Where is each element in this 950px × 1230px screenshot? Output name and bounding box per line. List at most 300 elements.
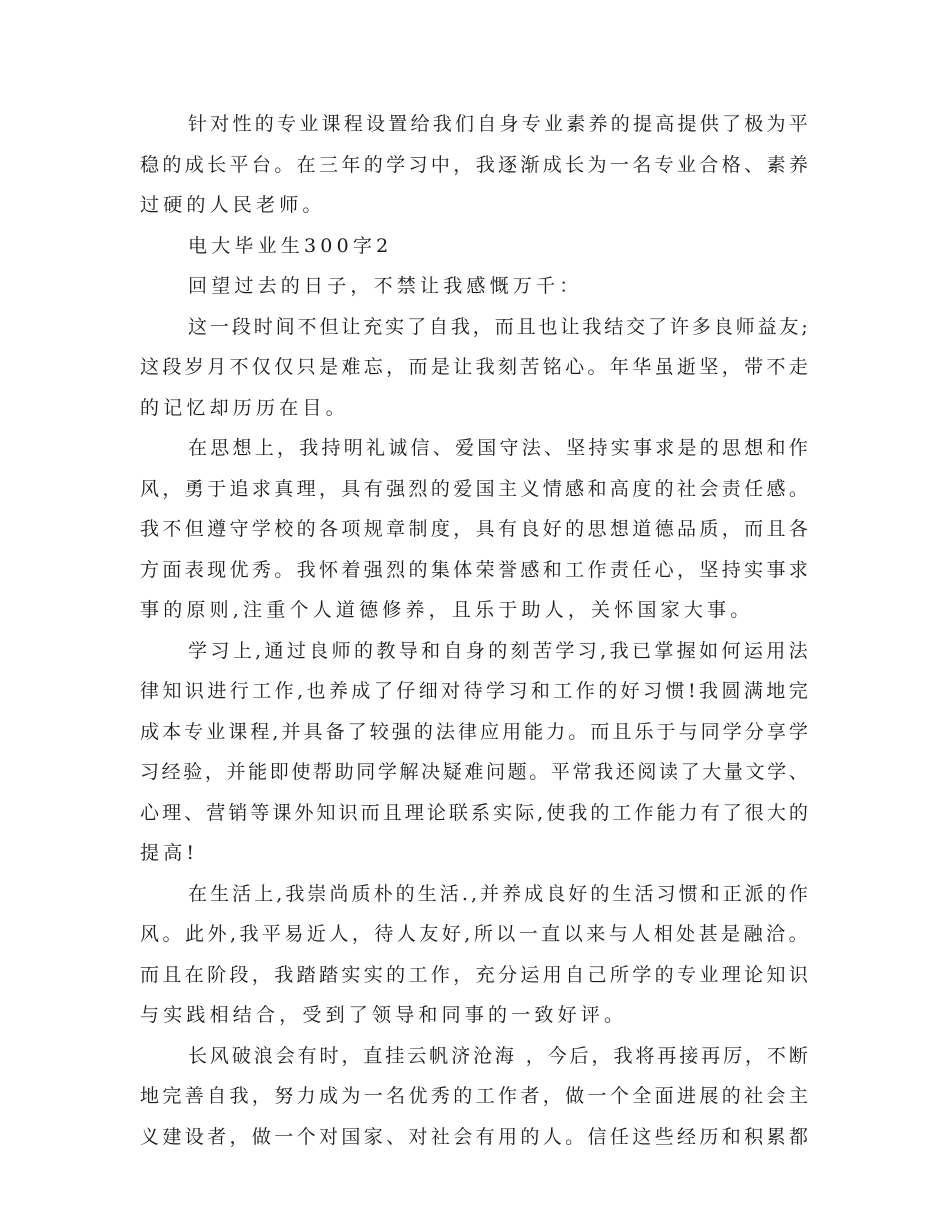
glyph: 也 bbox=[538, 315, 558, 338]
glyph: 许 bbox=[669, 315, 689, 338]
glyph: 。 bbox=[587, 356, 607, 378]
glyph: 而 bbox=[494, 315, 514, 338]
glyph: 厉 bbox=[723, 1044, 743, 1067]
glyph: 思 bbox=[722, 437, 742, 459]
glyph: 业 bbox=[299, 113, 319, 135]
glyph: 渐 bbox=[520, 153, 540, 176]
glyph: 国 bbox=[341, 1125, 361, 1148]
glyph: 自 bbox=[443, 639, 463, 662]
text-line bbox=[140, 1117, 808, 1158]
glyph: 细 bbox=[418, 680, 438, 702]
glyph: 的 bbox=[565, 518, 585, 540]
glyph: 台 bbox=[251, 153, 271, 176]
glyph: 于 bbox=[656, 720, 676, 743]
glyph: , bbox=[229, 923, 236, 945]
glyph: 会 bbox=[766, 1085, 786, 1107]
glyph: 铭 bbox=[542, 356, 562, 378]
glyph: 上 bbox=[254, 437, 274, 459]
glyph: 持 bbox=[721, 558, 741, 581]
glyph: 带 bbox=[744, 356, 764, 378]
glyph: 以 bbox=[496, 923, 516, 945]
glyph: 会 bbox=[275, 1044, 295, 1067]
glyph: 、 bbox=[184, 801, 204, 824]
glyph: 正 bbox=[722, 882, 742, 905]
glyph: 度 bbox=[632, 477, 652, 500]
line-text: 与实践相结合，受到了领导和同事的一致好评。 bbox=[140, 1004, 628, 1026]
glyph: ， bbox=[745, 1044, 765, 1067]
glyph: 作 bbox=[788, 882, 808, 905]
glyph: 教 bbox=[376, 639, 396, 662]
glyph: 近 bbox=[306, 923, 326, 945]
glyph: 如 bbox=[699, 639, 719, 662]
glyph: ， bbox=[525, 1044, 545, 1067]
glyph: 走 bbox=[788, 356, 808, 378]
text-line bbox=[140, 833, 808, 874]
glyph: 充 bbox=[475, 963, 495, 986]
glyph: 知 bbox=[766, 963, 786, 986]
glyph: 此 bbox=[184, 923, 204, 945]
glyph: 的 bbox=[430, 477, 450, 500]
glyph: 识 bbox=[788, 963, 808, 986]
glyph: 品 bbox=[677, 518, 697, 540]
glyph: 表 bbox=[184, 558, 204, 581]
glyph: 好 bbox=[620, 680, 640, 702]
text-line bbox=[140, 550, 808, 591]
glyph: 对 bbox=[319, 1125, 339, 1148]
glyph: ， bbox=[453, 518, 473, 540]
glyph: 苦 bbox=[533, 639, 553, 662]
glyph: 了 bbox=[722, 801, 742, 824]
glyph: 素 bbox=[566, 113, 586, 135]
glyph: 进 bbox=[207, 680, 227, 702]
glyph: 导 bbox=[398, 639, 418, 662]
glyph: , bbox=[276, 882, 283, 905]
text-line bbox=[140, 752, 808, 793]
glyph: 感 bbox=[766, 477, 786, 500]
glyph: 学 bbox=[486, 680, 506, 702]
glyph: 章 bbox=[386, 518, 406, 540]
glyph: 读 bbox=[659, 761, 679, 783]
glyph: 习 bbox=[643, 680, 663, 702]
glyph: 展 bbox=[699, 1085, 719, 1107]
glyph: 养 bbox=[788, 153, 808, 176]
glyph: 质 bbox=[699, 518, 719, 540]
glyph: 和 bbox=[530, 680, 550, 702]
glyph: 秀 bbox=[251, 558, 271, 581]
glyph: 上 bbox=[232, 639, 252, 662]
glyph: 针 bbox=[188, 113, 208, 135]
glyph: 善 bbox=[184, 1085, 204, 1107]
glyph: 掌 bbox=[654, 639, 674, 662]
glyph: 生 bbox=[612, 882, 632, 905]
glyph: 信 bbox=[410, 437, 430, 459]
glyph: 已 bbox=[631, 639, 651, 662]
glyph: 让 bbox=[560, 315, 580, 338]
glyph: 坚 bbox=[699, 356, 719, 378]
glyph: 来 bbox=[586, 923, 606, 945]
glyph: , bbox=[255, 639, 262, 662]
glyph: 不 bbox=[766, 356, 786, 378]
glyph: 和 bbox=[542, 558, 562, 581]
glyph: 实 bbox=[385, 315, 405, 338]
text-line bbox=[140, 671, 808, 712]
glyph: 的 bbox=[413, 720, 433, 743]
glyph: 成 bbox=[524, 882, 544, 905]
glyph: 后 bbox=[569, 1044, 589, 1067]
glyph: 我 bbox=[699, 680, 719, 702]
glyph: 者 bbox=[520, 1085, 540, 1107]
glyph: 时 bbox=[253, 315, 273, 338]
glyph: 力 bbox=[546, 720, 566, 743]
glyph: 的 bbox=[654, 477, 674, 500]
glyph: 名 bbox=[632, 153, 652, 176]
glyph: 益 bbox=[757, 315, 777, 338]
glyph: 遵 bbox=[207, 518, 227, 540]
glyph: 理 bbox=[404, 801, 424, 824]
glyph: 人 bbox=[631, 923, 651, 945]
text-line bbox=[140, 874, 808, 915]
glyph: 我 bbox=[582, 315, 602, 338]
glyph: 素 bbox=[766, 153, 786, 176]
glyph: 专 bbox=[521, 113, 541, 135]
glyph: 帆 bbox=[429, 1044, 449, 1067]
glyph: 我 bbox=[229, 1085, 249, 1107]
glyph: 华 bbox=[632, 356, 652, 378]
glyph: 行 bbox=[229, 680, 249, 702]
glyph: 明 bbox=[343, 437, 363, 459]
glyph: 求 bbox=[251, 477, 271, 500]
glyph: 能 bbox=[248, 761, 268, 783]
glyph: 集 bbox=[430, 558, 450, 581]
glyph: 上 bbox=[254, 882, 274, 905]
glyph: 阶 bbox=[207, 963, 227, 986]
glyph: 良 bbox=[520, 518, 540, 540]
glyph: 持 bbox=[588, 437, 608, 459]
glyph: , bbox=[464, 923, 471, 945]
glyph: 程 bbox=[250, 720, 270, 743]
glyph: 朴 bbox=[373, 882, 393, 905]
glyph: 制 bbox=[408, 518, 428, 540]
glyph: 律 bbox=[457, 720, 477, 743]
glyph: 习 bbox=[508, 680, 528, 702]
glyph: 烈 bbox=[386, 558, 406, 581]
glyph: 的 bbox=[721, 1085, 741, 1107]
glyph: 于 bbox=[207, 477, 227, 500]
glyph: 各 bbox=[319, 518, 339, 540]
glyph: 坚 bbox=[566, 437, 586, 459]
glyph: 我 bbox=[432, 113, 452, 135]
glyph: 实 bbox=[363, 963, 383, 986]
glyph: 习 bbox=[140, 761, 160, 783]
glyph: 实 bbox=[610, 437, 630, 459]
glyph: 作 bbox=[274, 680, 294, 702]
glyph: 握 bbox=[676, 639, 696, 662]
glyph: 作 bbox=[634, 801, 654, 824]
glyph: 些 bbox=[654, 1125, 674, 1148]
glyph: 有 bbox=[297, 1044, 317, 1067]
glyph: 一 bbox=[587, 1085, 607, 1107]
glyph: , bbox=[470, 882, 477, 905]
glyph: 习 bbox=[577, 639, 597, 662]
glyph: 为 bbox=[341, 1085, 361, 1107]
glyph: 思 bbox=[210, 437, 230, 459]
glyph: 使 bbox=[291, 761, 311, 783]
glyph: 法 bbox=[788, 639, 808, 662]
glyph: 。 bbox=[565, 1125, 585, 1148]
glyph: 作 bbox=[587, 558, 607, 581]
glyph: 、 bbox=[744, 153, 764, 176]
glyph: 任 bbox=[609, 1125, 629, 1148]
glyph: ， bbox=[251, 1085, 271, 1107]
glyph: 以 bbox=[563, 923, 583, 945]
glyph: 学 bbox=[767, 761, 787, 783]
glyph: 、 bbox=[788, 761, 808, 783]
glyph: 很 bbox=[744, 801, 764, 824]
glyph: 进 bbox=[677, 1085, 697, 1107]
glyph: ， bbox=[351, 923, 371, 945]
glyph: ， bbox=[542, 1085, 562, 1107]
glyph: 用 bbox=[498, 1125, 518, 1148]
glyph: 思 bbox=[587, 518, 607, 540]
glyph: 平 bbox=[261, 923, 281, 945]
glyph: 做 bbox=[251, 1125, 271, 1148]
glyph: 优 bbox=[229, 558, 249, 581]
glyph: 秀 bbox=[430, 1085, 450, 1107]
glyph: 自 bbox=[477, 113, 497, 135]
glyph: 了 bbox=[347, 720, 367, 743]
glyph: 优 bbox=[408, 1085, 428, 1107]
glyph: 社 bbox=[430, 1125, 450, 1148]
glyph: 感 bbox=[565, 477, 585, 500]
line-text: 事的原则,注重个人道德修养，且乐于助人，关怀国家大事。 bbox=[140, 599, 754, 621]
line-text: 提高! bbox=[140, 842, 199, 864]
glyph: 给 bbox=[410, 113, 430, 135]
glyph: 和 bbox=[766, 437, 786, 459]
glyph: 。 bbox=[274, 558, 294, 581]
section-heading bbox=[140, 226, 808, 267]
text-line bbox=[140, 712, 808, 753]
glyph: 外 bbox=[294, 801, 314, 824]
glyph: 的 bbox=[590, 801, 610, 824]
glyph: 习 bbox=[210, 639, 230, 662]
glyph: 师 bbox=[331, 639, 351, 662]
glyph: 这 bbox=[188, 315, 208, 338]
glyph: ; bbox=[801, 315, 808, 338]
glyph: 分 bbox=[744, 720, 764, 743]
glyph: 我 bbox=[475, 153, 495, 176]
glyph: 会 bbox=[453, 1125, 473, 1148]
glyph: 断 bbox=[788, 1044, 808, 1067]
glyph: 工 bbox=[565, 558, 585, 581]
glyph: 性 bbox=[232, 113, 252, 135]
glyph: 了 bbox=[722, 113, 742, 135]
glyph: 提 bbox=[633, 113, 653, 135]
glyph: 经 bbox=[161, 761, 181, 783]
glyph: 理 bbox=[296, 477, 316, 500]
text-line bbox=[140, 631, 808, 672]
glyph: 是 bbox=[319, 356, 339, 378]
glyph: 供 bbox=[699, 113, 719, 135]
glyph: 我 bbox=[274, 963, 294, 986]
glyph: 格 bbox=[721, 153, 741, 176]
glyph: 习 bbox=[656, 882, 676, 905]
glyph: . bbox=[461, 882, 468, 905]
glyph: 工 bbox=[612, 801, 632, 824]
glyph: 能 bbox=[524, 720, 544, 743]
glyph: 活 bbox=[232, 882, 252, 905]
glyph: 事 bbox=[633, 437, 653, 459]
glyph: 助 bbox=[334, 761, 354, 783]
glyph: 好 bbox=[441, 923, 461, 945]
glyph: 度 bbox=[430, 518, 450, 540]
glyph: 年 bbox=[609, 356, 629, 378]
glyph: 专 bbox=[677, 963, 697, 986]
glyph: 本 bbox=[162, 720, 182, 743]
glyph: 待 bbox=[374, 923, 394, 945]
glyph: 质 bbox=[351, 882, 371, 905]
glyph: 课 bbox=[228, 720, 248, 743]
glyph: 踏 bbox=[296, 963, 316, 986]
glyph: 乐 bbox=[634, 720, 654, 743]
glyph: 好 bbox=[542, 518, 562, 540]
glyph: ， bbox=[229, 1125, 249, 1148]
glyph: 在 bbox=[184, 963, 204, 986]
glyph: 德 bbox=[654, 518, 674, 540]
glyph: 的 bbox=[590, 882, 610, 905]
glyph: 平 bbox=[550, 761, 570, 783]
glyph: 将 bbox=[635, 1044, 655, 1067]
text-line bbox=[140, 185, 808, 226]
glyph: 三 bbox=[319, 153, 339, 176]
glyph: 验 bbox=[183, 761, 203, 783]
glyph: 业 bbox=[699, 963, 719, 986]
glyph: 难 bbox=[464, 761, 484, 783]
glyph: 自 bbox=[207, 1085, 227, 1107]
glyph: 海 bbox=[494, 1044, 514, 1067]
glyph: 的 bbox=[598, 680, 618, 702]
glyph: 让 bbox=[341, 315, 361, 338]
glyph: 良 bbox=[546, 882, 566, 905]
glyph: 论 bbox=[426, 801, 446, 824]
glyph: 专 bbox=[277, 113, 297, 135]
glyph: 想 bbox=[609, 518, 629, 540]
glyph: 在 bbox=[188, 882, 208, 905]
glyph: 身 bbox=[499, 113, 519, 135]
text-line bbox=[140, 388, 808, 429]
glyph: 面 bbox=[162, 558, 182, 581]
glyph: 也 bbox=[306, 680, 326, 702]
glyph: 难 bbox=[341, 356, 361, 378]
glyph: 全 bbox=[632, 1085, 652, 1107]
glyph: 有 bbox=[475, 1125, 495, 1148]
glyph: 融 bbox=[743, 923, 763, 945]
glyph: 对 bbox=[408, 1125, 428, 1148]
glyph: 社 bbox=[677, 477, 697, 500]
glyph: 都 bbox=[788, 1125, 808, 1148]
glyph: 想 bbox=[232, 437, 252, 459]
glyph: 面 bbox=[654, 1085, 674, 1107]
glyph: 义 bbox=[140, 1125, 160, 1148]
glyph: ， bbox=[453, 153, 473, 176]
glyph: , bbox=[537, 801, 544, 824]
glyph: 的 bbox=[699, 437, 719, 459]
glyph: 苦 bbox=[520, 356, 540, 378]
glyph: 活 bbox=[439, 882, 459, 905]
glyph: 对 bbox=[210, 113, 230, 135]
glyph: ， bbox=[277, 437, 297, 459]
glyph: , bbox=[600, 639, 607, 662]
glyph: 实 bbox=[744, 558, 764, 581]
glyph: 努 bbox=[274, 1085, 294, 1107]
glyph: 量 bbox=[723, 761, 743, 783]
glyph: 国 bbox=[475, 477, 495, 500]
glyph: 求 bbox=[788, 558, 808, 581]
glyph: 阅 bbox=[637, 761, 657, 783]
glyph: 使 bbox=[546, 801, 566, 824]
glyph: 题 bbox=[507, 761, 527, 783]
glyph: 礼 bbox=[366, 437, 386, 459]
glyph: 实 bbox=[493, 801, 513, 824]
glyph: 。 bbox=[274, 153, 294, 176]
glyph: 个 bbox=[296, 1125, 316, 1148]
glyph: 且 bbox=[612, 720, 632, 743]
glyph: 坚 bbox=[699, 558, 719, 581]
text-line bbox=[140, 914, 808, 955]
glyph: 我 bbox=[296, 558, 316, 581]
glyph: 爱 bbox=[453, 477, 473, 500]
text-line bbox=[140, 145, 808, 186]
glyph: 师 bbox=[735, 315, 755, 338]
glyph: 的 bbox=[654, 963, 674, 986]
glyph: 设 bbox=[184, 1125, 204, 1148]
text-line bbox=[140, 955, 808, 996]
glyph: 不 bbox=[162, 518, 182, 540]
glyph: 成 bbox=[351, 680, 371, 702]
glyph: 理 bbox=[162, 801, 182, 824]
glyph: 和 bbox=[587, 477, 607, 500]
glyph: 校 bbox=[274, 518, 294, 540]
glyph: 我 bbox=[140, 518, 160, 540]
glyph: 年 bbox=[341, 153, 361, 176]
glyph: 享 bbox=[766, 720, 786, 743]
glyph: 地 bbox=[140, 1085, 160, 1107]
glyph: 所 bbox=[473, 923, 493, 945]
glyph: 极 bbox=[744, 113, 764, 135]
glyph: 仅 bbox=[274, 356, 294, 378]
glyph: 成 bbox=[542, 153, 562, 176]
glyph: 一 bbox=[518, 923, 538, 945]
glyph: 崇 bbox=[307, 882, 327, 905]
glyph: 浪 bbox=[253, 1044, 273, 1067]
glyph: 一 bbox=[609, 153, 629, 176]
glyph: 直 bbox=[363, 1044, 383, 1067]
glyph: 的 bbox=[408, 558, 428, 581]
glyph: 了 bbox=[407, 315, 427, 338]
glyph: 好 bbox=[568, 882, 588, 905]
glyph: 己 bbox=[587, 963, 607, 986]
glyph: 较 bbox=[369, 720, 389, 743]
glyph: 刻 bbox=[498, 356, 518, 378]
glyph: 生 bbox=[210, 882, 230, 905]
glyph: 有 bbox=[700, 801, 720, 824]
glyph: 处 bbox=[676, 923, 696, 945]
text-line bbox=[140, 509, 808, 550]
glyph: 爱 bbox=[455, 437, 475, 459]
glyph: 是 bbox=[721, 923, 741, 945]
glyph: 建 bbox=[162, 1125, 182, 1148]
glyph: 规 bbox=[363, 518, 383, 540]
text-line bbox=[140, 590, 808, 631]
